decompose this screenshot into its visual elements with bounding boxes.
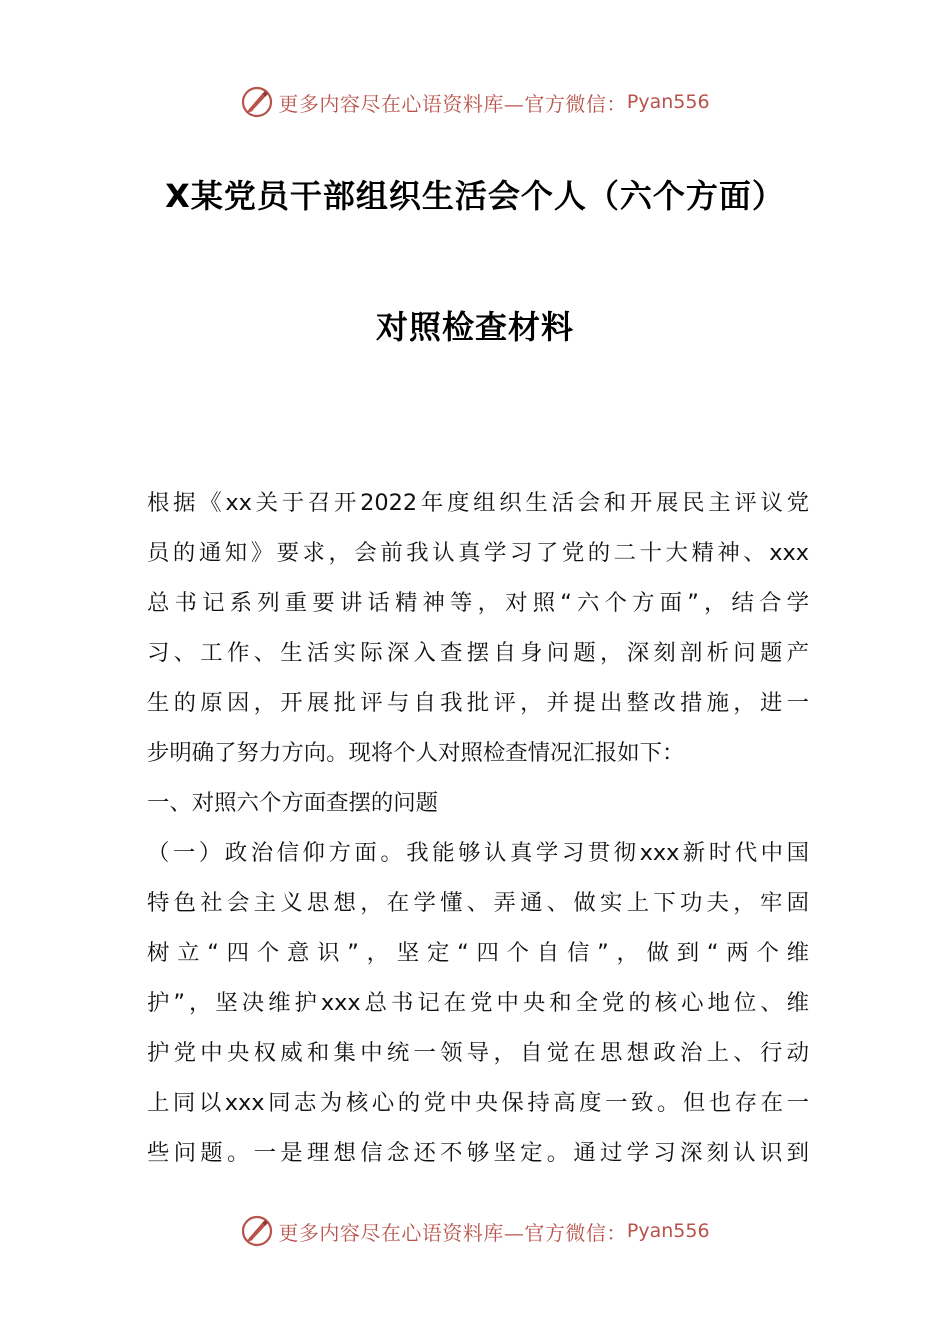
header-watermark-banner (0, 82, 950, 122)
body-line: 上同以xxx同志为核心的党中央保持高度一致。但也存在一 (147, 1090, 809, 1116)
document-body (147, 478, 809, 1178)
body-line: 习、工作、生活实际深入查摆自身问题，深刻剖析问题产 (147, 640, 809, 666)
watermark-wechat-id: Pyan556 (626, 1220, 710, 1242)
body-line: 根据《xx关于召开2022年度组织生活会和开展民主评议党 (147, 490, 809, 516)
body-line: 生的原因，开展批评与自我批评，并提出整改措施，进一 (147, 690, 809, 716)
watermark-wechat-id: Pyan556 (626, 91, 710, 113)
footer-watermark-banner (0, 1211, 950, 1251)
body-line: 护”，坚决维护xxx总书记在党中央和全党的核心地位、维 (147, 990, 809, 1016)
body-line: 总书记系列重要讲话精神等，对照“六个方面”，结合学 (147, 590, 809, 616)
body-line: 护党中央权威和集中统一领导，自觉在思想政治上、行动 (147, 1040, 809, 1066)
document-subtitle: 对照检查材料 (375, 308, 574, 346)
pen-logo-icon (240, 85, 274, 119)
body-line: 些问题。一是理想信念还不够坚定。通过学习深刻认识到 (147, 1140, 809, 1166)
body-line: 步明确了努力方向。现将个人对照检查情况汇报如下： (147, 740, 685, 766)
watermark-text: 更多内容尽在心语资料库—官方微信： (278, 91, 627, 116)
body-line: （一）政治信仰方面。我能够认真学习贯彻xxx新时代中国 (147, 840, 809, 866)
document-title: X某党员干部组织生活会个人（六个方面） (165, 177, 785, 215)
pen-logo-icon (240, 1214, 274, 1248)
body-line: 特色社会主义思想，在学懂、弄通、做实上下功夫，牢固 (147, 890, 809, 916)
body-line: 员的通知》要求，会前我认真学习了党的二十大精神、xxx (147, 540, 809, 566)
body-line: 树立“四个意识”，坚定“四个自信”，做到“两个维 (147, 940, 809, 966)
section-heading: 一、对照六个方面查摆的问题 (147, 790, 439, 816)
watermark-text: 更多内容尽在心语资料库—官方微信： (278, 1220, 627, 1245)
